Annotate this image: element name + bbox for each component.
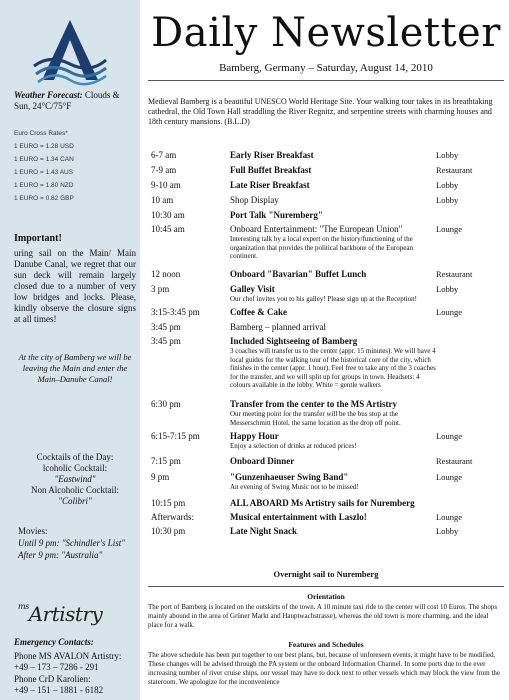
schedule-time: Afterwards: [151,512,194,522]
schedule-time: 7:15 pm [151,456,181,466]
schedule-location: Lobby [436,526,459,536]
rate-item: 1 EURO = 1.28 USD [14,143,74,150]
important-text: uring sail on the Main/ Main Danube Canal, we regret that our sun deck will remain largely closed due to a number of very low bridges and locks. Please, kindly observe the closure signs at all times! [14,248,136,324]
ms-artistry-logo [18,602,102,626]
divider [148,80,504,81]
cocktail-non-label: Non Alcoholic Cocktail: [31,485,119,495]
avalon-logo-icon [30,18,110,88]
orientation-text: The port of Bamberg is located on the outskirts of the town. A 10 minute taxi ride to the center will cost 10 Euros. The shops mainly abound in the area of Grüner Markt and Hauptwachstrasse), whereas the old town is more charming, and the ideal place for a walk. [148,603,498,629]
schedule-location: Lounge [436,431,462,441]
schedule-location: Lounge [436,472,462,482]
brand-prefix: ms [18,602,29,611]
cocktail-alc-name: "Eastwind" [54,474,96,484]
schedule-event: Transfer from the center to the MS Artistry [230,399,398,409]
schedule-desc: 3 coaches will transfer us to the center (appr. 15 minutes). We will have 4 local guides for the walking tour of the historical core of the city, which finishes in the center (appr. 1 hour). Feel free to take any of the 3 coaches for the transfer, and we will split up for groups in town. Headsets: 4 colours available in the lobby. White = gentle walkers [230,347,436,389]
schedule-event: Full Buffet Breakfast [230,165,312,175]
schedule-time: 12 noon [151,269,181,279]
schedule-event: Coffee & Cake [230,307,287,317]
forecast-label: Weather Forecast: [14,90,83,100]
schedule-time: 7-9 am [151,165,177,175]
schedule-location: Lounge [436,224,462,234]
important-notice [14,233,136,325]
schedule-desc: Our chef invites you to his galley! Please sign up at the Reception! [230,295,418,303]
movies-section [18,525,136,561]
schedule-event: Included Sightseeing of Bamberg [230,336,358,346]
important-title: Important! [14,233,62,244]
schedule-event: Late Riser Breakfast [230,180,310,190]
schedule-desc: An evening of Swing Music not to be missed! [230,483,359,491]
schedule-desc: Enjoy a selection of drinks at reduced prices! [230,442,357,450]
cocktail-non-name: "Colibri" [58,496,92,506]
divider [148,586,504,587]
rate-item: 1 EURO = 1.80 NZD [14,182,74,189]
orientation-title: Orientation [307,592,345,601]
cocktail-title: Cocktails of the Day: [36,452,114,462]
schedule-desc: Our meeting point for the transfer will be the bus stop at the Messerschmitt Hotel, the same location as the drop off point. [230,410,401,427]
schedule-event: Early Riser Breakfast [230,150,314,160]
forecast-text: Clouds & Sun, 24°C/75°F [14,90,120,111]
contact-name: Phone CrD Karolien: [14,673,91,684]
intro-text: Medieval Bamberg is a beautiful UNESCO World Heritage Site. Your walking tour takes in its breathtaking cathedral, the Old Town Hall straddling the River Regnitz, and serpentine streets with charming houses and 18th century mansions. (B.L.D) [148,97,493,126]
contact-phone: +49 – 173 – 7286 - 291 [14,662,99,672]
schedule-event: Late Night Snack [230,526,298,536]
rate-item: 1 EURO = 0.82 GBP [14,195,74,202]
schedule-time: 10:15 pm [151,498,186,508]
schedule-time: 6:15-7:15 pm [151,431,200,441]
schedule-event: Musical entertainment with Laszlo! [230,512,367,522]
schedule-event: Happy Hour [230,431,279,441]
cocktails-section [14,452,136,507]
schedule-location: Restaurant [436,269,473,279]
rates-title: Euro Cross Rates* [14,130,68,137]
page-title: Daily Newsletter [151,10,501,56]
schedule-time: 3:15-3:45 pm [151,307,200,317]
schedule-time: 10:45 am [151,224,185,234]
schedule-event: Galley Visit [230,284,275,294]
brand-name: Artistry [28,602,103,626]
schedule-location: Lobby [436,180,459,190]
cocktail-alc-label: lcoholic Cocktail: [42,463,108,473]
movies-label: Movies: [18,526,48,536]
schedule-event: Port Talk "Nuremberg" [230,210,323,220]
schedule-location: Lounge [436,512,462,522]
euro-rates [14,127,136,205]
schedule-time: 3:45 pm [151,336,181,346]
movie-item: After 9 pm: "Australia" [18,550,103,560]
sidebar [0,0,140,700]
contacts-title: Emergency Contacts: [14,637,94,647]
schedule-location: Restaurant [436,456,473,466]
features-title: Features and Schedules [288,640,364,649]
schedule-event: Onboard Entertainment: "The European Union" [230,224,403,234]
schedule-event: Shop Display [230,195,279,205]
schedule-time: 10 am [151,195,174,205]
rate-item: 1 EURO = 1.34 CAN [14,156,74,163]
schedule-time: 10:30 am [151,210,185,220]
schedule-desc: Interesting talk by a local expert on the history/functioning of the organization that provides the political backbone of the European continent. [230,235,413,260]
schedule-event: Onboard "Bavarian" Buffet Lunch [230,269,367,279]
contact-name: Phone MS AVALON Artistry: [14,650,122,661]
rate-item: 1 EURO = 1.43 AUS [14,169,74,176]
canal-notice: At the city of Bamberg we will be leaving the Main and enter the Main–Danube Canal! [18,352,132,384]
schedule-time: 6-7 am [151,150,177,160]
contact-phone: +49 – 151 – 1881 - 6182 [14,685,104,695]
schedule-time: 6:30 pm [151,399,181,409]
main-content [148,0,504,700]
schedule-time: 3 pm [151,284,170,294]
schedule-event: "Gunzenhaeuser Swing Band" [230,472,349,482]
schedule-location: Lobby [436,195,459,205]
movie-item: Until 9 pm: "Schindler's List" [18,538,125,548]
schedule-event: Onboard Dinner [230,456,295,466]
features-text: The above schedule has been put together to our best plans, but, because of unforeseen events, it might have to be modified. These changes will be advised through the PA system or the onboard Information Channel. In some ports due to the ever increasing number of river cruise ships, our vessel may have to dock next to other vessels which may block the view from the stateroom. We apologize for the inconvenience [148,651,501,686]
schedule-location: Lobby [436,284,459,294]
emergency-contacts [14,637,138,697]
overnight-note: Overnight sail to Nuremberg [273,569,379,579]
schedule-location: Lounge [436,307,462,317]
schedule-location: Lobby [436,150,459,160]
schedule-location: Restaurant [436,165,473,175]
schedule-time: 9 pm [151,472,170,482]
schedule-event: ALL ABOARD Ms Artistry sails for Nuremberg [230,498,415,508]
schedule-event: Bamberg – planned arrival [230,322,327,332]
schedule-time: 3:45 pm [151,322,181,332]
schedule-time: 10:30 pm [151,526,186,536]
weather-forecast [14,90,136,112]
schedule-time: 9-10 am [151,180,181,190]
page-subtitle: Bamberg, Germany – Saturday, August 14, 2010 [219,62,433,74]
